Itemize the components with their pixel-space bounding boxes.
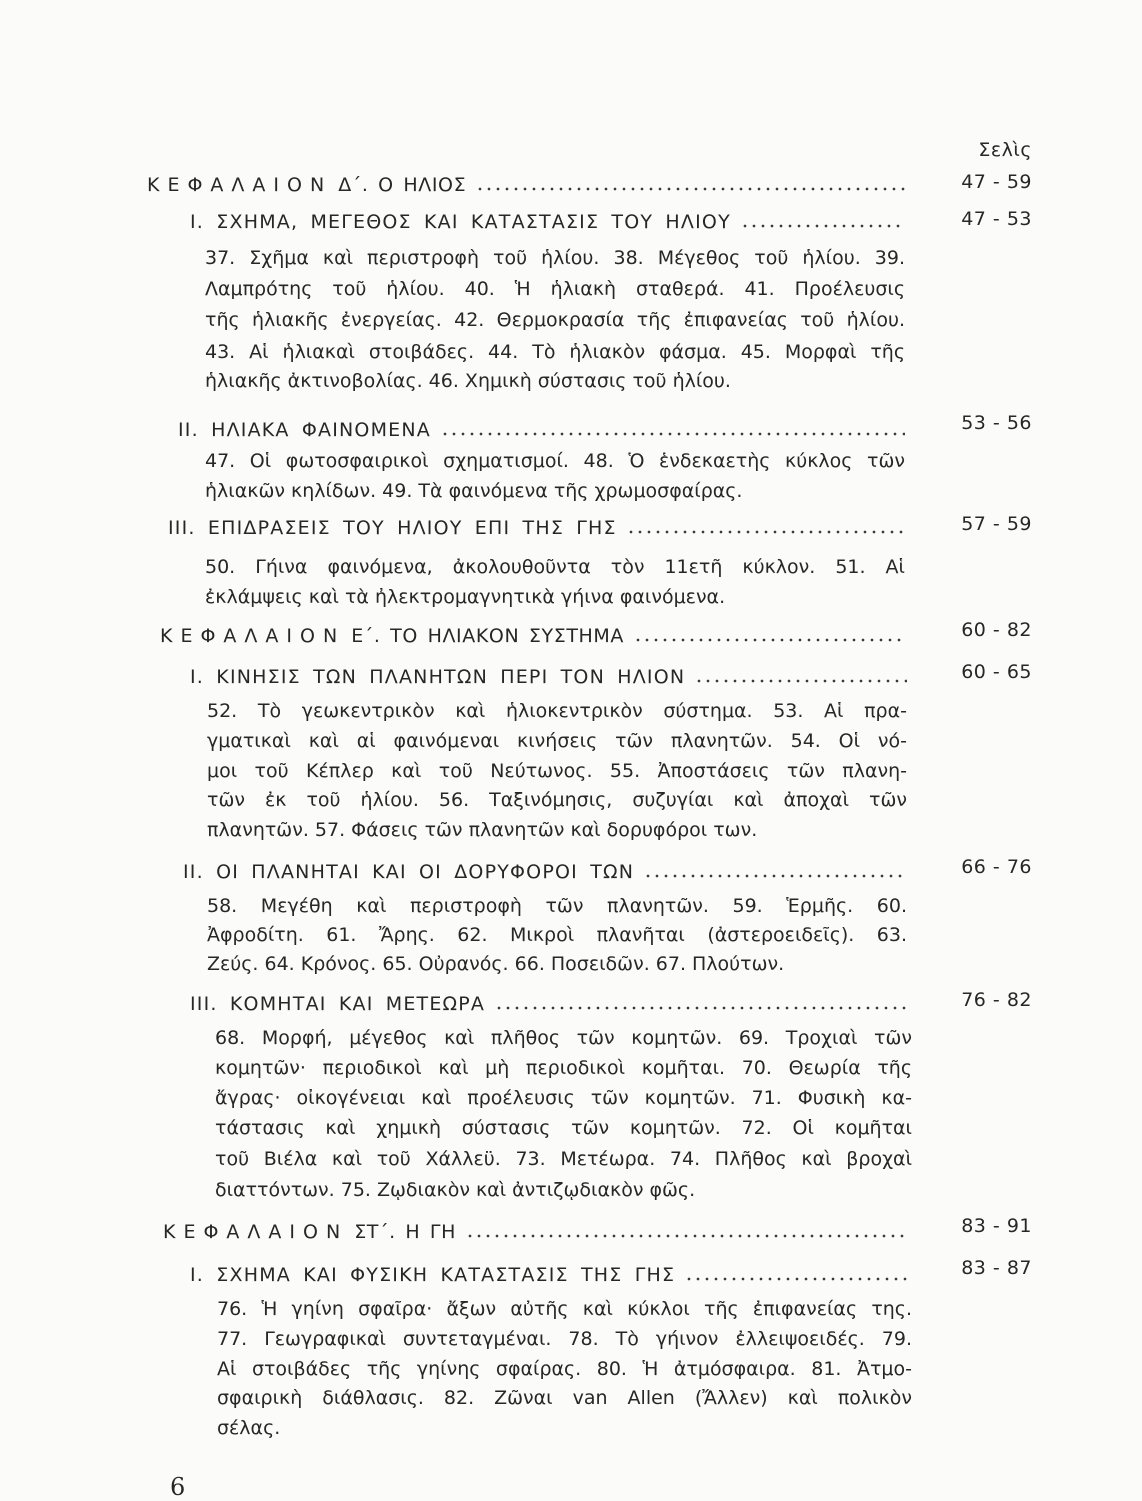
toc-entry-line: τῆς ἡλιακῆς ἐνεργείας. 42. Θερμοκρασία τῆς ἐπιφανείας τοῦ ἡλίου. (205, 309, 905, 331)
toc-entry-line: 58. Μεγέθη καὶ περιστροφὴ τῶν πλανητῶν. 59. Ἑρμῆς. 60. (207, 895, 907, 917)
dot-leader (468, 1234, 908, 1238)
chapter-title: ΣΤ΄. Η ΓΗ (354, 1221, 456, 1243)
toc-entry-line: σφαιρικὴ διάθλασις. 82. Ζῶναι van Allen (Ἄλλεν) καὶ πολικὸν (217, 1387, 912, 1409)
toc-entry-line: 50. Γήινα φαινόμενα, ἀκολουθοῦντα τὸν 11ετῆ κύκλον. 51. Αἱ (205, 556, 905, 578)
section-heading (168, 515, 905, 541)
section-heading (190, 991, 910, 1017)
chapter-page-range: 83 - 91 (961, 1215, 1032, 1237)
section-title: III. ΕΠΙΔΡΑΣΕΙΣ ΤΟΥ ΗΛΙΟΥ ΕΠΙ ΤΗΣ ΓΗΣ (168, 517, 617, 539)
section-title: I. ΣΧΗΜΑ, ΜΕΓΕΘΟΣ ΚΑΙ ΚΑΤΑΣΤΑΣΙΣ ΤΟΥ ΗΛΙΟΥ (190, 211, 731, 233)
toc-entry-line: 68. Μορφή, μέγεθος καὶ πλῆθος τῶν κομητῶν. 69. Τροχιαὶ τῶν (215, 1027, 912, 1049)
toc-entry-line: κομητῶν· περιοδικοὶ καὶ μὴ περιοδικοὶ κομῆται. 70. Θεωρία τῆς (215, 1057, 912, 1079)
toc-entry-line: ἄγρας· οἰκογένειαι καὶ προέλευσις τῶν κομητῶν. 71. Φυσικὴ κα- (215, 1087, 912, 1109)
dot-leader (743, 224, 905, 228)
toc-entry-line: τάστασις καὶ χημικὴ σύστασις τῶν κομητῶν. 72. Οἱ κομῆται (215, 1117, 912, 1139)
toc-entry-line: τοῦ Βιέλα καὶ τοῦ Χάλλεϋ. 73. Μετέωρα. 74. Πλῆθος καὶ βροχαὶ (215, 1148, 912, 1170)
toc-entry-line: ἡλιακῶν κηλίδων. 49. Τὰ φαινόμενα τῆς χρωμοσφαίρας. (205, 480, 743, 502)
section-title: II. ΟΙ ΠΛΑΝΗΤΑΙ ΚΑΙ ΟΙ ΔΟΡΥΦΟΡΟΙ ΤΩΝ (183, 861, 635, 883)
section-page-range: 57 - 59 (961, 513, 1032, 535)
chapter-heading (163, 1219, 908, 1245)
dot-leader (636, 638, 905, 642)
toc-entry-line: 76. Ἡ γηίνη σφαῖρα· ἄξων αὐτῆς καὶ κύκλοι τῆς ἐπιφανείας της. (217, 1298, 912, 1320)
chapter-heading (147, 172, 905, 198)
chapter-page-range: 47 - 59 (961, 171, 1032, 193)
toc-entry-line: Λαμπρότης τοῦ ἡλίου. 40. Ἡ ἡλιακὴ σταθερά. 41. Προέλευσις (205, 278, 905, 300)
toc-entry-line: 77. Γεωγραφικαὶ συντεταγμέναι. 78. Τὸ γήινον ἐλλειψοειδές. 79. (217, 1328, 912, 1350)
toc-entry-line: τῶν ἐκ τοῦ ἡλίου. 56. Ταξινόμησις, συζυγίαι καὶ ἀποχαὶ τῶν (207, 789, 907, 811)
dot-leader (646, 874, 907, 878)
toc-entry-line: ἐκλάμψεις καὶ τὰ ἠλεκτρομαγνητικὰ γήινα φαινόμενα. (205, 586, 726, 608)
toc-entry-line: σέλας. (217, 1417, 281, 1439)
section-title: I. ΣΧΗΜΑ ΚΑΙ ΦΥΣΙΚΗ ΚΑΤΑΣΤΑΣΙΣ ΤΗΣ ΓΗΣ (190, 1264, 676, 1286)
section-page-range: 60 - 65 (961, 661, 1032, 683)
dot-leader (478, 187, 905, 191)
toc-entry-line: ἡλιακῆς ἀκτινοβολίας. 46. Χημικὴ σύστασις τοῦ ἡλίου. (205, 370, 731, 392)
chapter-title: Δ΄. Ο ΗΛΙΟΣ (338, 174, 467, 196)
dot-leader (497, 1006, 910, 1010)
section-heading (178, 417, 905, 443)
dot-leader (697, 679, 907, 683)
chapter-heading (160, 623, 905, 649)
section-page-range: 83 - 87 (961, 1257, 1032, 1279)
page-column-label: Σελὶς (978, 139, 1032, 161)
toc-entry-line: 47. Οἱ φωτοσφαιρικοὶ σχηματισμοί. 48. Ὁ ἑνδεκαετὴς κύκλος τῶν (205, 450, 905, 472)
chapter-page-range: 60 - 82 (961, 619, 1032, 641)
chapter-label: ΚΕΦΑΛΑΙΟΝ (163, 1221, 349, 1243)
toc-entry-line: πλανητῶν. 57. Φάσεις τῶν πλανητῶν καὶ δορυφόροι των. (207, 819, 758, 841)
toc-entry-line: γματικαὶ καὶ αἱ φαινόμεναι κινήσεις τῶν πλανητῶν. 54. Οἱ νό- (207, 730, 907, 752)
section-title: II. ΗΛΙΑΚΑ ΦΑΙΝΟΜΕΝΑ (178, 419, 432, 441)
page-number: 6 (170, 1473, 186, 1501)
section-heading (183, 859, 907, 885)
toc-entry-line: μοι τοῦ Κέπλερ καὶ τοῦ Νεύτωνος. 55. Ἀποστάσεις τῶν πλανη- (207, 760, 907, 782)
toc-entry-line: 52. Τὸ γεωκεντρικὸν καὶ ἡλιοκεντρικὸν σύστημα. 53. Αἱ πρα- (207, 700, 907, 722)
toc-entry-line: 43. Αἱ ἡλιακαὶ στοιβάδες. 44. Τὸ ἡλιακὸν φάσμα. 45. Μορφαὶ τῆς (205, 341, 905, 363)
section-heading (190, 209, 905, 235)
section-heading (190, 664, 907, 690)
dot-leader (687, 1277, 910, 1281)
chapter-label: ΚΕΦΑΛΑΙΟΝ (147, 174, 333, 196)
toc-entry-line: Ζεύς. 64. Κρόνος. 65. Οὐρανός. 66. Ποσειδῶν. 67. Πλούτων. (207, 953, 785, 975)
chapter-title: Ε΄. ΤΟ ΗΛΙΑΚΟΝ ΣΥΣΤΗΜΑ (351, 625, 625, 647)
section-title: I. ΚΙΝΗΣΙΣ ΤΩΝ ΠΛΑΝΗΤΩΝ ΠΕΡΙ ΤΟΝ ΗΛΙΟΝ (190, 666, 686, 688)
toc-entry-line: διαττόντων. 75. Ζῳδιακὸν καὶ ἀντιζῳδιακὸν φῶς. (215, 1179, 696, 1201)
chapter-label: ΚΕΦΑΛΑΙΟΝ (160, 625, 346, 647)
section-page-range: 47 - 53 (961, 208, 1032, 230)
section-page-range: 53 - 56 (961, 412, 1032, 434)
dot-leader (629, 530, 905, 534)
section-heading (190, 1262, 910, 1288)
section-page-range: 66 - 76 (961, 856, 1032, 878)
section-title: III. ΚΟΜΗΤΑΙ ΚΑΙ ΜΕΤΕΩΡΑ (190, 993, 486, 1015)
toc-entry-line: Ἀφροδίτη. 61. Ἄρης. 62. Μικροὶ πλανῆται (ἀστεροειδεῖς). 63. (207, 924, 907, 946)
section-page-range: 76 - 82 (961, 989, 1032, 1011)
toc-entry-line: 37. Σχῆμα καὶ περιστροφὴ τοῦ ἡλίου. 38. Μέγεθος τοῦ ἡλίου. 39. (205, 247, 905, 269)
toc-entry-line: Αἱ στοιβάδες τῆς γηίνης σφαίρας. 80. Ἡ ἀτμόσφαιρα. 81. Ἀτμο- (217, 1358, 912, 1380)
dot-leader (443, 432, 905, 436)
